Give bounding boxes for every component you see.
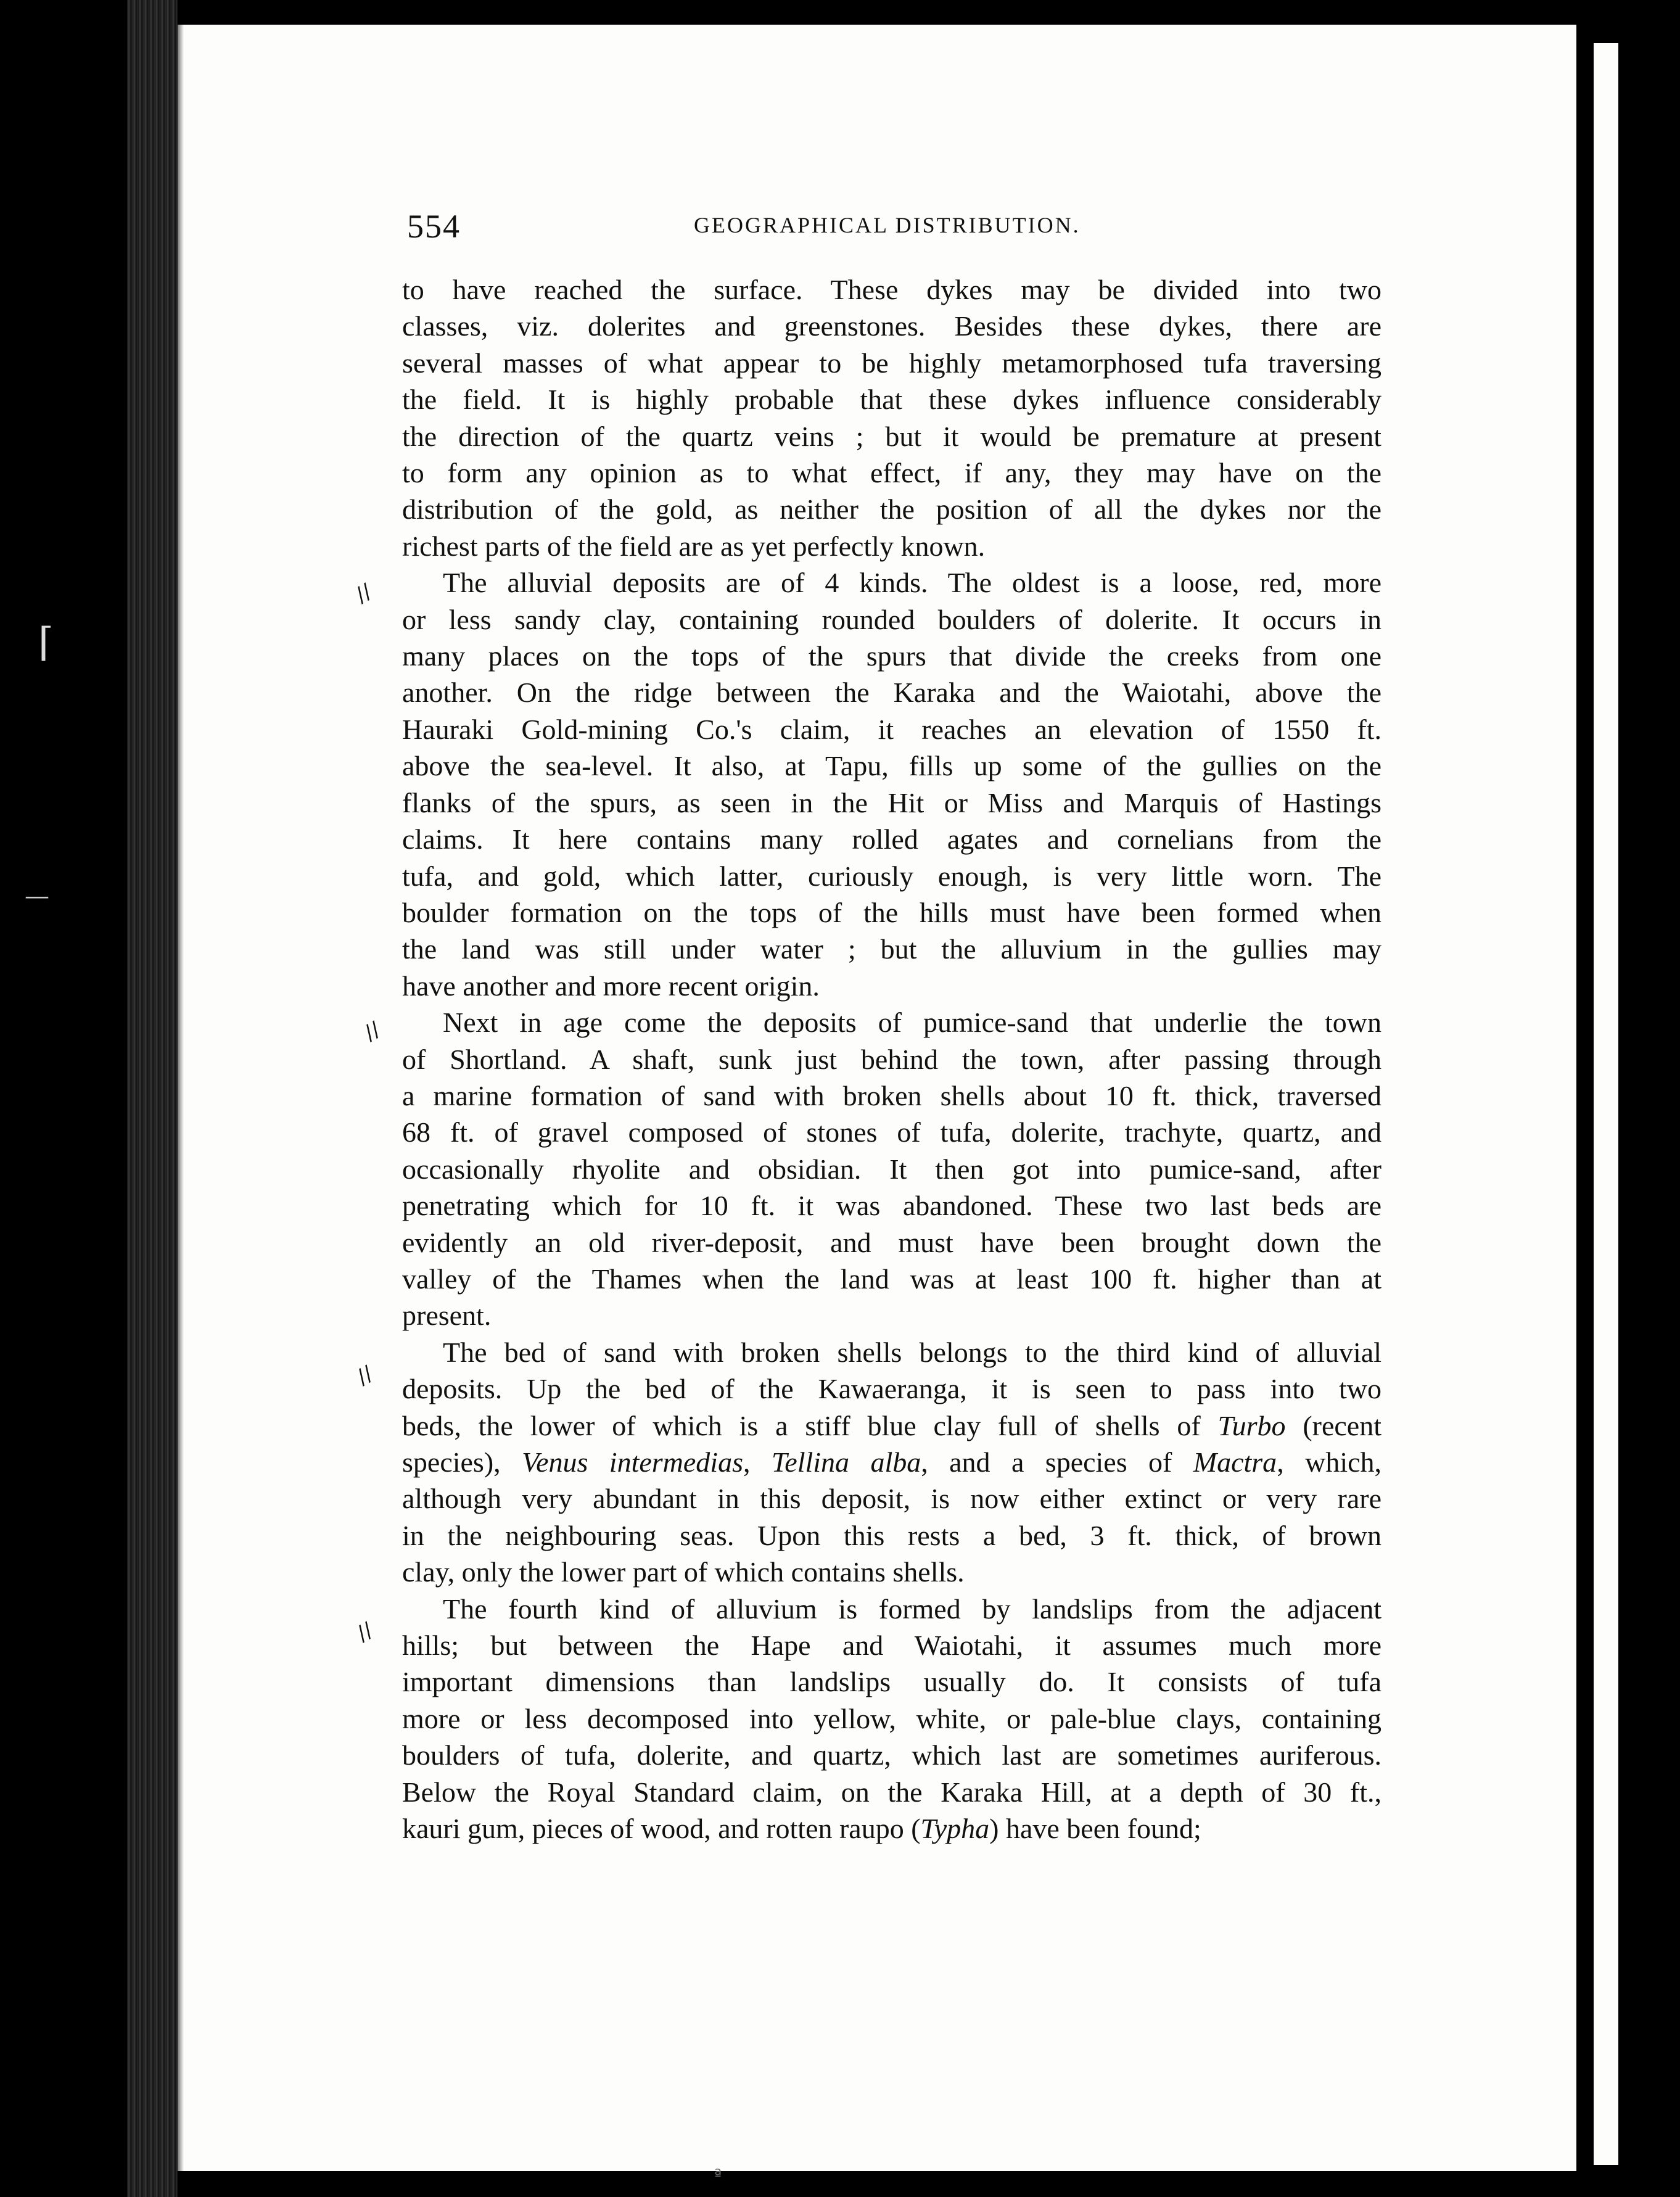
text-line: another. On the ridge between the Karaka and the Waiotahi, above the [402,677,1381,709]
facing-page-edge [1594,43,1618,2165]
text-line: the direction of the quartz veins ; but it would be premature at present [402,420,1381,452]
text-line: species), Venus intermedias, Tellina alba, and a species of Mactra, which, [402,1446,1382,1478]
text-line: although very abundant in this deposit, is now either extinct or very rare [402,1483,1381,1515]
text-line: Hauraki Gold-mining Co.'s claim, it reaches an elevation of 1550 ft. [402,713,1381,745]
text-line: more or less decomposed into yellow, white, or pale-blue clays, containing [402,1702,1381,1734]
text-line: the field. It is highly probable that these dykes influence considerably [402,384,1381,416]
paragraph-margin-mark: // [352,1617,377,1647]
text-line: hills; but between the Hape and Waiotahi, it assumes much more [402,1630,1381,1662]
text-line: many places on the tops of the spurs that divide the creeks from one [402,640,1381,672]
paragraph-margin-mark: // [360,1016,385,1046]
text-line: boulder formation on the tops of the hills must have been formed when [402,896,1381,928]
paragraph [402,1334,1381,1591]
text-line: classes, viz. dolerites and greenstones. Besides these dykes, there are [402,310,1381,342]
text-line: The alluvial deposits are of 4 kinds. The oldest is a loose, red, more [443,567,1381,599]
text-line: have another and more recent origin. [402,970,820,1002]
paragraph [402,564,1381,1004]
paragraph [402,271,1381,564]
text-line: claims. It here contains many rolled agates and cornelians from the [402,823,1381,855]
text-line: boulders of tufa, dolerite, and quartz, which last are sometimes auriferous. [402,1739,1381,1771]
text-line: or less sandy clay, containing rounded boulders of dolerite. It occurs in [402,603,1381,635]
text-line: distribution of the gold, as neither the position of all the dykes nor the [402,493,1381,526]
paragraph [402,1004,1381,1334]
page-number: 554 [407,208,461,245]
page-edge-shadow [178,25,184,2171]
margin-bracket-mark: ⌈ [38,620,54,666]
text-line: above the sea-level. It also, at Tapu, fills up some of the gullies on the [402,750,1381,782]
text-line: occasionally rhyolite and obsidian. It then got into pumice-sand, after [402,1153,1381,1185]
text-line: deposits. Up the bed of the Kawaeranga, it is seen to pass into two [402,1373,1381,1405]
text-line: The fourth kind of alluvium is formed by landslips from the adjacent [443,1593,1381,1625]
text-line: flanks of the spurs, as seen in the Hit or Miss and Marquis of Hastings [402,786,1381,818]
text-line: important dimensions than landslips usually do. It consists of tufa [402,1666,1381,1698]
bottom-ink-mark: ª [714,2166,722,2185]
text-line: of Shortland. A shaft, sunk just behind the town, after passing through [402,1043,1381,1075]
book-binding-gutter [127,0,178,2197]
text-line: richest parts of the field are as yet perfectly known. [402,530,986,562]
text-line: beds, the lower of which is a stiff blue clay full of shells of Turbo (recent [402,1409,1381,1441]
text-line: clay, only the lower part of which contains shells. [402,1556,965,1588]
text-line: to form any opinion as to what effect, if any, they may have on the [402,457,1381,489]
text-line: The bed of sand with broken shells belongs to the third kind of alluvial [443,1336,1381,1368]
text-line: several masses of what appear to be highly metamorphosed tufa traversing [402,347,1381,379]
text-line: to have reached the surface. These dykes may be divided into two [402,274,1381,305]
page-header [407,207,1381,250]
text-line: a marine formation of sand with broken shells about 10 ft. thick, traversed [402,1079,1381,1111]
right-dark-strip [1576,0,1594,2197]
margin-dash-mark: — [25,882,49,910]
text-line: Next in age come the deposits of pumice-sand that underlie the town [443,1007,1381,1039]
text-line: Below the Royal Standard claim, on the Karaka Hill, at a depth of 30 ft., [402,1776,1381,1808]
paragraph-margin-mark: // [351,579,376,608]
text-line: in the neighbouring seas. Upon this rests a bed, 3 ft. thick, of brown [402,1519,1381,1551]
paragraph-margin-mark: // [352,1361,377,1390]
text-line: tufa, and gold, which latter, curiously enough, is very little worn. The [402,860,1381,892]
text-line: valley of the Thames when the land was at least 100 ft. higher than at [402,1263,1381,1295]
paragraph [402,1591,1381,1847]
text-line: present. [402,1300,492,1332]
text-line: the land was still under water ; but the alluvium in the gullies may [402,933,1381,965]
text-line: 68 ft. of gravel composed of stones of tufa, dolerite, trachyte, quartz, and [402,1116,1381,1148]
text-line: evidently an old river-deposit, and must have been brought down the [402,1226,1381,1258]
body-text [402,271,1381,1847]
running-head: GEOGRAPHICAL DISTRIBUTION. [694,213,1081,237]
text-line: kauri gum, pieces of wood, and rotten raupo (Typha) have been found; [402,1813,1201,1845]
text-line: penetrating which for 10 ft. it was abandoned. These two last beds are [402,1190,1381,1222]
